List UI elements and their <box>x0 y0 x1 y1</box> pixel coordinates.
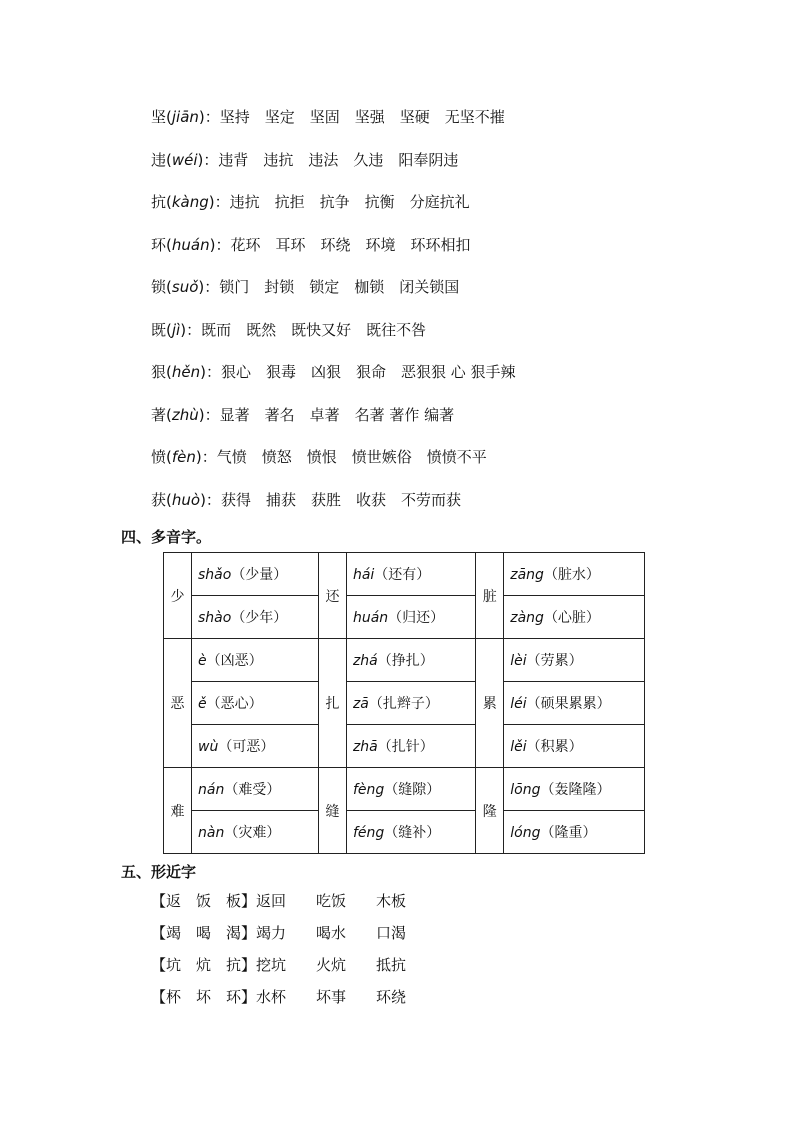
reading-cell <box>504 768 645 811</box>
reading-word: （难受） <box>224 782 281 798</box>
polyphonic-char: 少 <box>164 553 192 639</box>
word-entry: 既(jì)：既而 既然 既快又好 既往不咎 <box>151 320 427 339</box>
entry-words: 违背 违抗 违法 久违 阳奉阴违 <box>218 150 459 169</box>
entry-pinyin: zhù <box>171 405 199 424</box>
similar-char-group: 【杯 坏 环】水杯 坏事 环绕 <box>151 988 407 1006</box>
reading-cell <box>192 768 319 811</box>
entry-char: 既 <box>151 320 167 339</box>
reading-pinyin: è <box>198 653 207 669</box>
reading-word: （积累） <box>526 739 583 755</box>
entry-words: 锁门 封锁 锁定 枷锁 闭关锁国 <box>219 278 460 296</box>
polyphonic-char: 隆 <box>476 768 504 854</box>
table-row <box>164 768 645 811</box>
entry-pinyin: jì <box>171 320 181 339</box>
reading-cell <box>346 639 475 682</box>
polyphonic-char: 还 <box>318 553 346 639</box>
entry-char: 锁 <box>151 278 167 296</box>
reading-word: （硕果累累） <box>526 696 611 712</box>
table-row <box>164 639 645 682</box>
word-entry: 获(huò)：获得 捕获 获胜 收获 不劳而获 <box>151 490 461 509</box>
entry-char: 环 <box>151 235 167 254</box>
reading-cell <box>504 725 645 768</box>
reading-word: （心脏） <box>543 610 600 626</box>
reading-word: （可恶） <box>218 739 275 755</box>
reading-word: （隆重） <box>540 825 597 841</box>
table-row <box>164 682 645 725</box>
reading-pinyin: fèng <box>352 782 385 798</box>
table-row <box>164 811 645 854</box>
polyphonic-char: 缝 <box>318 768 346 854</box>
table-row <box>164 596 645 639</box>
reading-cell <box>192 682 319 725</box>
reading-pinyin: huán <box>352 610 389 626</box>
entry-pinyin: hěn <box>171 363 201 381</box>
entry-char: 坚 <box>151 108 167 126</box>
reading-cell <box>504 553 645 596</box>
reading-word: （缝补） <box>384 825 441 841</box>
reading-pinyin: nàn <box>198 825 225 841</box>
section-heading-similar: 五、形近字 <box>121 863 197 881</box>
reading-word: （扎辫子） <box>368 696 439 712</box>
word-entry: 环(huán)：花环 耳环 环绕 环境 环环相扣 <box>151 235 471 254</box>
reading-cell <box>346 811 475 854</box>
reading-cell <box>346 553 475 596</box>
reading-cell <box>504 811 645 854</box>
entry-pinyin: wéi <box>171 150 198 169</box>
reading-pinyin: zàng <box>510 610 544 626</box>
similar-char-group: 【坑 炕 抗】挖坑 火炕 抵抗 <box>151 956 407 974</box>
entry-words: 花环 耳环 环绕 环境 环环相扣 <box>230 235 471 254</box>
entry-words: 获得 捕获 获胜 收获 不劳而获 <box>220 490 461 509</box>
reading-word: （归还） <box>388 610 445 626</box>
word-entry: 违(wéi)：违背 违抗 违法 久违 阳奉阴违 <box>151 150 459 169</box>
entry-char: 著 <box>151 405 167 424</box>
entry-words: 既而 既然 既快又好 既往不咎 <box>201 320 427 339</box>
reading-pinyin: zā <box>352 696 369 712</box>
reading-word: （劳累） <box>526 653 583 669</box>
entry-char: 抗 <box>151 193 167 211</box>
entry-words: 显著 著名 卓著 名著 著作 编著 <box>219 405 455 424</box>
word-entry: 著(zhù)：显著 著名 卓著 名著 著作 编著 <box>151 405 455 424</box>
reading-word: （少量） <box>231 567 288 583</box>
reading-cell <box>504 596 645 639</box>
entry-words: 狠心 狠毒 凶狠 狠命 恶狠狠 心 狠手辣 <box>220 363 516 381</box>
reading-pinyin: lèi <box>510 653 527 669</box>
reading-pinyin: léi <box>510 696 527 712</box>
reading-pinyin: zhā <box>352 739 378 755</box>
reading-word: （轰隆隆） <box>540 782 611 798</box>
entry-pinyin: suǒ <box>171 278 199 296</box>
polyphonic-char: 累 <box>476 639 504 768</box>
table-row <box>164 553 645 596</box>
reading-pinyin: nán <box>198 782 225 798</box>
reading-cell <box>346 682 475 725</box>
entry-pinyin: kàng <box>171 193 209 211</box>
reading-cell <box>192 811 319 854</box>
reading-pinyin: ě <box>198 696 207 712</box>
reading-pinyin: féng <box>352 825 385 841</box>
reading-cell <box>192 639 319 682</box>
reading-cell <box>192 596 319 639</box>
entry-char: 违 <box>151 150 167 169</box>
entry-char: 获 <box>151 490 167 509</box>
reading-pinyin: lóng <box>510 825 541 841</box>
section-heading-polyphonic: 四、多音字。 <box>121 528 212 546</box>
polyphonic-char: 难 <box>164 768 192 854</box>
table-row <box>164 725 645 768</box>
reading-pinyin: lōng <box>510 782 541 798</box>
entry-words: 坚持 坚定 坚固 坚强 坚硬 无坚不摧 <box>219 108 505 126</box>
entry-char: 狠 <box>151 363 167 381</box>
reading-cell <box>346 725 475 768</box>
entry-pinyin: huò <box>171 490 201 509</box>
polyphonic-table <box>163 552 645 854</box>
reading-word: （少年） <box>231 610 288 626</box>
polyphonic-char: 扎 <box>318 639 346 768</box>
reading-cell <box>504 639 645 682</box>
reading-word: （恶心） <box>206 696 263 712</box>
reading-cell <box>192 725 319 768</box>
reading-word: （扎针） <box>377 739 434 755</box>
reading-word: （脏水） <box>543 567 600 583</box>
similar-char-group: 【竭 喝 渴】竭力 喝水 口渴 <box>151 924 407 942</box>
reading-word: （缝隙） <box>384 782 441 798</box>
word-entry: 锁(suǒ)：锁门 封锁 锁定 枷锁 闭关锁国 <box>151 278 460 296</box>
entry-char: 愤 <box>151 448 167 466</box>
word-entry: 抗(kàng)：违抗 抗拒 抗争 抗衡 分庭抗礼 <box>151 193 470 211</box>
reading-pinyin: zāng <box>510 567 544 583</box>
word-entry: 坚(jiān)：坚持 坚定 坚固 坚强 坚硬 无坚不摧 <box>151 108 505 126</box>
reading-pinyin: wù <box>198 739 219 755</box>
entry-words: 违抗 抗拒 抗争 抗衡 分庭抗礼 <box>229 193 470 211</box>
polyphonic-char: 恶 <box>164 639 192 768</box>
entry-pinyin: jiān <box>171 108 199 126</box>
reading-cell <box>504 682 645 725</box>
reading-pinyin: lěi <box>510 739 527 755</box>
entry-pinyin: huán <box>171 235 210 254</box>
word-entry: 愤(fèn)：气愤 愤怒 愤恨 愤世嫉俗 愤愤不平 <box>151 448 487 466</box>
entry-words: 气愤 愤怒 愤恨 愤世嫉俗 愤愤不平 <box>216 448 487 466</box>
entry-pinyin: fèn <box>171 448 196 466</box>
reading-word: （挣扎） <box>377 653 434 669</box>
reading-cell <box>192 553 319 596</box>
reading-pinyin: shào <box>198 610 232 626</box>
reading-pinyin: zhá <box>352 653 378 669</box>
reading-word: （灾难） <box>224 825 281 841</box>
reading-cell <box>346 768 475 811</box>
reading-pinyin: hái <box>352 567 375 583</box>
similar-char-group: 【返 饭 板】返回 吃饭 木板 <box>151 892 407 910</box>
reading-pinyin: shǎo <box>198 567 232 583</box>
reading-word: （还有） <box>374 567 431 583</box>
word-entry: 狠(hěn)：狠心 狠毒 凶狠 狠命 恶狠狠 心 狠手辣 <box>151 363 516 381</box>
reading-word: （凶恶） <box>206 653 263 669</box>
reading-cell <box>346 596 475 639</box>
polyphonic-char: 脏 <box>476 553 504 639</box>
